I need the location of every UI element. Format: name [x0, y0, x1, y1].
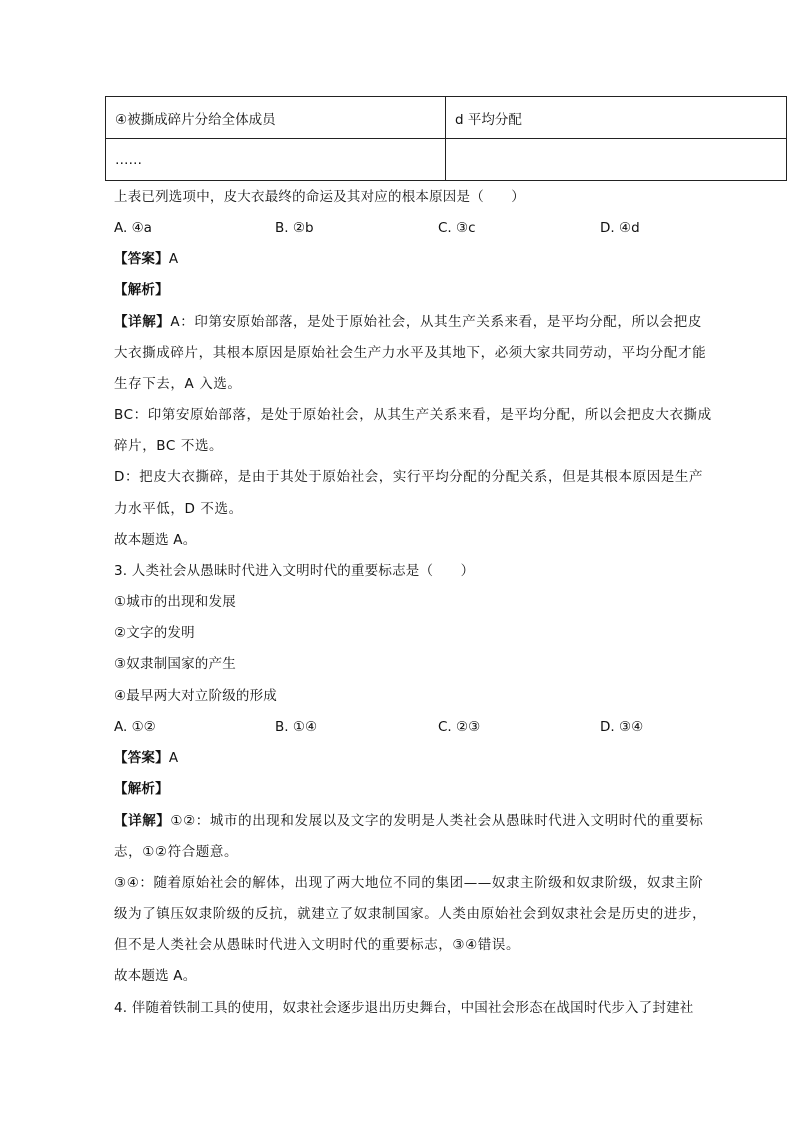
table-cell: ④被撕成碎片分给全体成员	[106, 97, 446, 139]
option-c: C. ③c	[438, 220, 476, 236]
statement-item: ②文字的发明	[114, 625, 195, 641]
detail-line: BC：印第安原始部落，是处于原始社会，从其生产关系来看，是平均分配，所以会把皮大衣撕成	[114, 407, 712, 423]
question-stem: 3. 人类社会从愚昧时代进入文明时代的重要标志是（ ）	[114, 563, 475, 579]
table-cell: d 平均分配	[446, 97, 787, 139]
option-b: B. ①④	[275, 719, 318, 735]
detail-line: 生存下去，A 入选。	[114, 376, 242, 392]
question-stem: 4. 伴随着铁制工具的使用，奴隶社会逐步退出历史舞台，中国社会形态在战国时代步入了封建社	[114, 1000, 694, 1016]
table-row	[106, 139, 787, 181]
detail-tag: 【详解】	[114, 813, 171, 829]
table-cell	[446, 139, 787, 181]
detail-tag: 【详解】	[114, 314, 171, 330]
answer-value: A	[168, 750, 179, 766]
detail-line: 级为了镇压奴隶阶级的反抗，就建立了奴隶制国家。人类由原始社会到奴隶社会是历史的进步，	[114, 906, 707, 922]
conclusion-line: 故本题选 A。	[114, 968, 197, 984]
continued-table	[105, 96, 787, 181]
statement-item: ③奴隶制国家的产生	[114, 656, 236, 672]
option-a: A. ①②	[114, 719, 156, 735]
detail-line: D：把皮大衣撕碎，是由于其处于原始社会，实行平均分配的分配关系，但是其根本原因是生产	[114, 469, 704, 485]
statement-item: ④最早两大对立阶级的形成	[114, 688, 278, 704]
detail-line: 但不是人类社会从愚昧时代进入文明时代的重要标志，③④错误。	[114, 937, 521, 953]
analysis-tag: 【解析】	[114, 781, 169, 797]
question-stem: 上表已列选项中，皮大衣最终的命运及其对应的根本原因是（ ）	[114, 189, 525, 205]
answer-line	[114, 250, 178, 268]
answer-value: A	[168, 251, 179, 267]
detail-line	[114, 313, 702, 331]
table-row	[106, 97, 787, 139]
option-c: C. ②③	[438, 719, 481, 735]
option-a: A. ④a	[114, 220, 152, 236]
detail-line: ③④：随着原始社会的解体，出现了两大地位不同的集团——奴隶主阶级和奴隶阶级，奴隶主阶	[114, 875, 704, 891]
statement-item: ①城市的出现和发展	[114, 594, 236, 610]
answer-tag: 【答案】	[114, 251, 169, 267]
answer-line	[114, 749, 178, 767]
detail-line	[114, 812, 703, 830]
detail-text: ①②：城市的出现和发展以及文字的发明是人类社会从愚昧时代进入文明时代的重要标	[170, 813, 704, 829]
detail-text: A：印第安原始部落，是处于原始社会，从其生产关系来看，是平均分配，所以会把皮	[170, 314, 702, 330]
detail-line: 大衣撕成碎片，其根本原因是原始社会生产力水平及其地下，必须大家共同劳动，平均分配才能	[114, 345, 707, 361]
option-b: B. ②b	[275, 220, 314, 236]
detail-line: 碎片，BC 不选。	[114, 438, 224, 454]
detail-line: 志，①②符合题意。	[114, 844, 239, 860]
conclusion-line: 故本题选 A。	[114, 532, 197, 548]
analysis-tag: 【解析】	[114, 282, 169, 298]
table-cell: ……	[106, 139, 446, 181]
option-d: D. ④d	[600, 220, 640, 236]
detail-line: 力水平低，D 不选。	[114, 501, 243, 517]
option-d: D. ③④	[600, 719, 644, 735]
answer-tag: 【答案】	[114, 750, 169, 766]
